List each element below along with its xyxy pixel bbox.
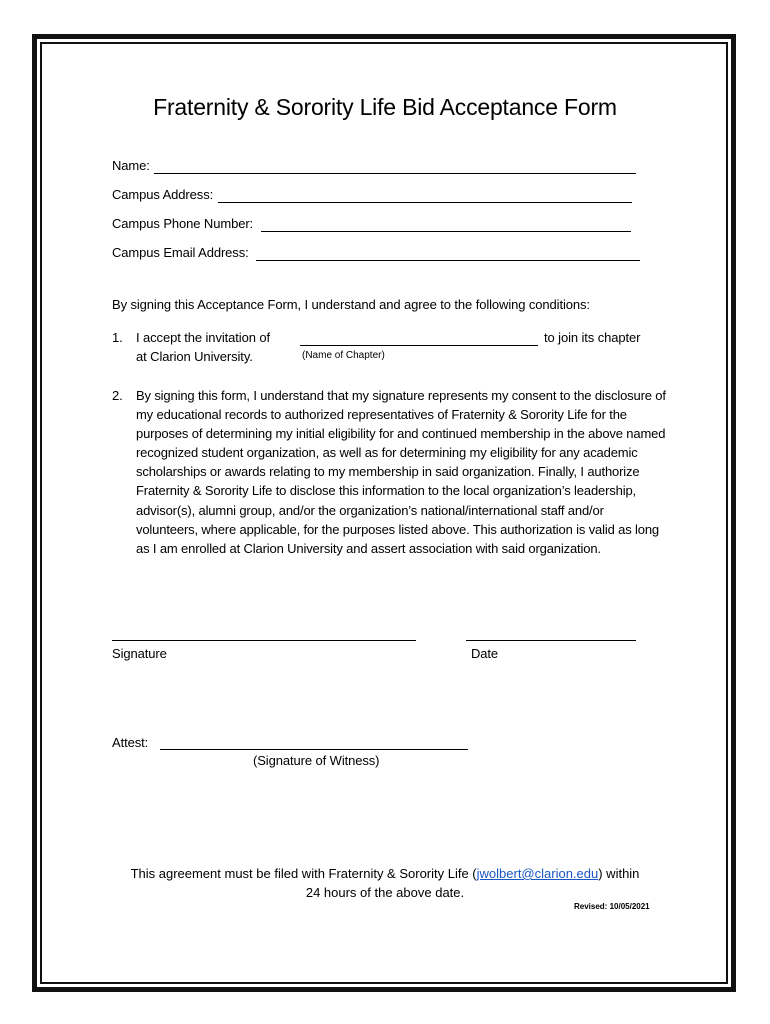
revised-date: Revised: 10/05/2021: [574, 902, 650, 911]
item-2-number: 2.: [112, 388, 123, 403]
consent-paragraph: By signing this form, I understand that my signature represents my consent to the disclosure of my educational records to authorized representatives of Fraternity & Sorority Life for the purposes of determining my initial eligibility for and continued membership in the above named recognized student organization, as well as for determining my eligibility for any academic scholarships or awards relating to my membership in said organization. Finally, I authorize Fraternity & Sorority Life to disclose this information to the local organization’s leadership, advisor(s), alumni group, and/or the organization’s national/international staff and/or volunteers, where applicable, for the purposes listed above. This authorization is valid as long as I am enrolled at Clarion University and assert association with said organization.: [136, 388, 666, 556]
witness-hint: (Signature of Witness): [253, 753, 380, 768]
filing-notice-text: This agreement must be filed with Fraternity & Sorority Life (: [130, 866, 477, 881]
chapter-name-field-line[interactable]: [300, 345, 538, 346]
name-label: Name:: [112, 158, 150, 173]
signature-line[interactable]: [112, 640, 416, 641]
campus-address-field-line[interactable]: [218, 202, 632, 203]
campus-email-field-line[interactable]: [256, 260, 640, 261]
conditions-intro: By signing this Acceptance Form, I understand and agree to the following conditions:: [112, 297, 590, 312]
campus-phone-field-line[interactable]: [261, 231, 631, 232]
date-label: Date: [471, 646, 499, 661]
item-1-text-after: to join its chapter: [544, 330, 641, 345]
item-1-line-2: at Clarion University.: [136, 349, 253, 364]
campus-email-label: Campus Email Address:: [112, 245, 249, 260]
contact-email-link[interactable]: jwolbert@clarion.edu: [476, 866, 599, 881]
name-field-line[interactable]: [154, 173, 636, 174]
chapter-name-hint: (Name of Chapter): [302, 350, 385, 361]
date-line[interactable]: [466, 640, 636, 641]
attest-label: Attest:: [112, 735, 149, 750]
campus-phone-label: Campus Phone Number:: [112, 216, 254, 231]
witness-signature-line[interactable]: [160, 749, 468, 750]
filing-notice-text-end: ) within: [598, 866, 640, 881]
item-1-number: 1.: [112, 330, 123, 345]
filing-notice-line-1: [0, 864, 770, 883]
signature-label: Signature: [112, 646, 167, 661]
filing-notice-line-2: 24 hours of the above date.: [305, 885, 465, 900]
form-title: Fraternity & Sorority Life Bid Acceptance Form: [153, 94, 617, 120]
campus-address-label: Campus Address:: [112, 187, 214, 202]
item-1-text-before: I accept the invitation of: [136, 330, 270, 345]
filing-notice: [0, 864, 770, 902]
